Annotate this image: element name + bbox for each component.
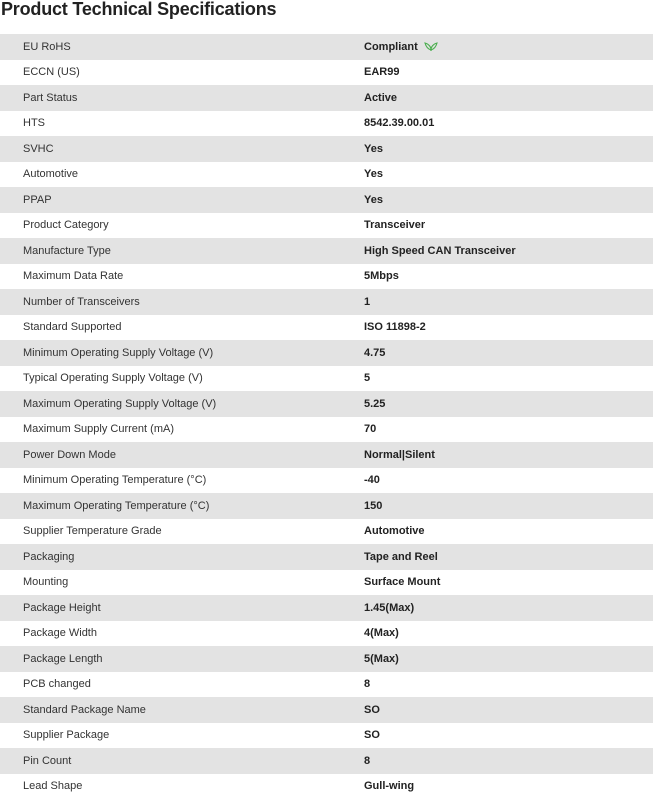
spec-value: ISO 11898-2 [364, 321, 426, 334]
spec-value-cell [364, 748, 653, 774]
spec-value-cell [364, 315, 653, 341]
spec-name: Automotive [0, 162, 364, 188]
spec-name: Packaging [0, 544, 364, 570]
spec-row [0, 493, 653, 519]
spec-name: Minimum Operating Supply Voltage (V) [0, 340, 364, 366]
spec-value-cell [364, 570, 653, 596]
spec-name: Maximum Operating Temperature (°C) [0, 493, 364, 519]
spec-value: 5Mbps [364, 270, 399, 283]
spec-row [0, 672, 653, 698]
spec-row [0, 315, 653, 341]
spec-name: ECCN (US) [0, 60, 364, 86]
spec-name: Standard Supported [0, 315, 364, 341]
spec-name: Supplier Temperature Grade [0, 519, 364, 545]
spec-row [0, 264, 653, 290]
spec-name: Product Category [0, 213, 364, 239]
leaf-icon [424, 41, 438, 51]
spec-name: Minimum Operating Temperature (°C) [0, 468, 364, 494]
spec-row [0, 697, 653, 723]
spec-value-cell [364, 85, 653, 111]
spec-row [0, 748, 653, 774]
spec-row [0, 544, 653, 570]
spec-value: 5 [364, 372, 371, 385]
spec-name: Part Status [0, 85, 364, 111]
spec-table-body [0, 34, 653, 799]
spec-row [0, 595, 653, 621]
spec-row [0, 442, 653, 468]
spec-row [0, 391, 653, 417]
spec-name: Number of Transceivers [0, 289, 364, 315]
page-title: Product Technical Specifications [1, 0, 277, 19]
spec-value: Gull-wing [364, 780, 415, 793]
spec-row [0, 570, 653, 596]
spec-value-cell [364, 493, 653, 519]
spec-value-cell [364, 723, 653, 749]
spec-name: Manufacture Type [0, 238, 364, 264]
spec-name: SVHC [0, 136, 364, 162]
spec-name: Maximum Data Rate [0, 264, 364, 290]
spec-row [0, 723, 653, 749]
spec-name: Supplier Package [0, 723, 364, 749]
spec-row [0, 60, 653, 86]
spec-value: Normal|Silent [364, 448, 435, 461]
spec-value: Yes [364, 193, 383, 206]
spec-value: Transceiver [364, 219, 426, 232]
spec-value-cell [364, 238, 653, 264]
spec-name: Maximum Operating Supply Voltage (V) [0, 391, 364, 417]
spec-value: Tape and Reel [364, 550, 438, 563]
spec-row [0, 238, 653, 264]
spec-row [0, 621, 653, 647]
spec-row [0, 289, 653, 315]
spec-value: 70 [364, 423, 377, 436]
spec-value-cell [364, 544, 653, 570]
spec-name: Typical Operating Supply Voltage (V) [0, 366, 364, 392]
spec-value-cell [364, 162, 653, 188]
spec-value-cell [364, 111, 653, 137]
spec-value: 150 [364, 499, 383, 512]
spec-value-cell [364, 264, 653, 290]
spec-row [0, 187, 653, 213]
spec-row [0, 366, 653, 392]
spec-value: 5(Max) [364, 652, 399, 665]
spec-table [0, 34, 653, 799]
spec-name: HTS [0, 111, 364, 137]
spec-value-cell [364, 289, 653, 315]
spec-value: Automotive [364, 525, 425, 538]
spec-name: Mounting [0, 570, 364, 596]
spec-value: 5.25 [364, 397, 386, 410]
spec-row [0, 646, 653, 672]
spec-name: Pin Count [0, 748, 364, 774]
spec-value: Yes [364, 142, 383, 155]
spec-value-cell [364, 391, 653, 417]
spec-value-cell [364, 774, 653, 800]
spec-value-cell [364, 417, 653, 443]
spec-value-cell [364, 621, 653, 647]
spec-value: 8542.39.00.01 [364, 117, 435, 130]
spec-value-cell [364, 595, 653, 621]
spec-value: Yes [364, 168, 383, 181]
spec-row [0, 162, 653, 188]
spec-name: Power Down Mode [0, 442, 364, 468]
spec-value-cell [364, 340, 653, 366]
spec-row [0, 519, 653, 545]
spec-value-cell [364, 697, 653, 723]
spec-name: PPAP [0, 187, 364, 213]
spec-value-cell [364, 213, 653, 239]
spec-row [0, 111, 653, 137]
spec-value: Surface Mount [364, 576, 441, 589]
spec-value: 1 [364, 295, 371, 308]
spec-value-cell [364, 468, 653, 494]
spec-value-cell [364, 187, 653, 213]
spec-value: 1.45(Max) [364, 601, 415, 614]
spec-name: Standard Package Name [0, 697, 364, 723]
spec-value-cell [364, 442, 653, 468]
spec-value: Compliant [364, 40, 418, 53]
spec-value-cell [364, 672, 653, 698]
spec-name: Package Width [0, 621, 364, 647]
spec-row [0, 213, 653, 239]
spec-row [0, 468, 653, 494]
spec-row [0, 774, 653, 800]
spec-name: Package Length [0, 646, 364, 672]
spec-value: 8 [364, 754, 371, 767]
spec-value: 4.75 [364, 346, 386, 359]
spec-value-cell [364, 60, 653, 86]
spec-value: Active [364, 91, 398, 104]
spec-value: SO [364, 729, 380, 742]
spec-name: Lead Shape [0, 774, 364, 800]
spec-value-cell [364, 366, 653, 392]
spec-row [0, 34, 653, 60]
spec-value-cell [364, 34, 653, 60]
spec-value: EAR99 [364, 66, 400, 79]
spec-value: 8 [364, 678, 371, 691]
spec-name: PCB changed [0, 672, 364, 698]
spec-value-cell [364, 646, 653, 672]
spec-name: EU RoHS [0, 34, 364, 60]
spec-row [0, 340, 653, 366]
spec-value-cell [364, 519, 653, 545]
spec-name: Maximum Supply Current (mA) [0, 417, 364, 443]
spec-value: High Speed CAN Transceiver [364, 244, 516, 257]
spec-value: SO [364, 703, 380, 716]
spec-value-cell [364, 136, 653, 162]
spec-row [0, 136, 653, 162]
spec-name: Package Height [0, 595, 364, 621]
spec-row [0, 85, 653, 111]
spec-row [0, 417, 653, 443]
spec-value: 4(Max) [364, 627, 399, 640]
spec-value: -40 [364, 474, 380, 487]
